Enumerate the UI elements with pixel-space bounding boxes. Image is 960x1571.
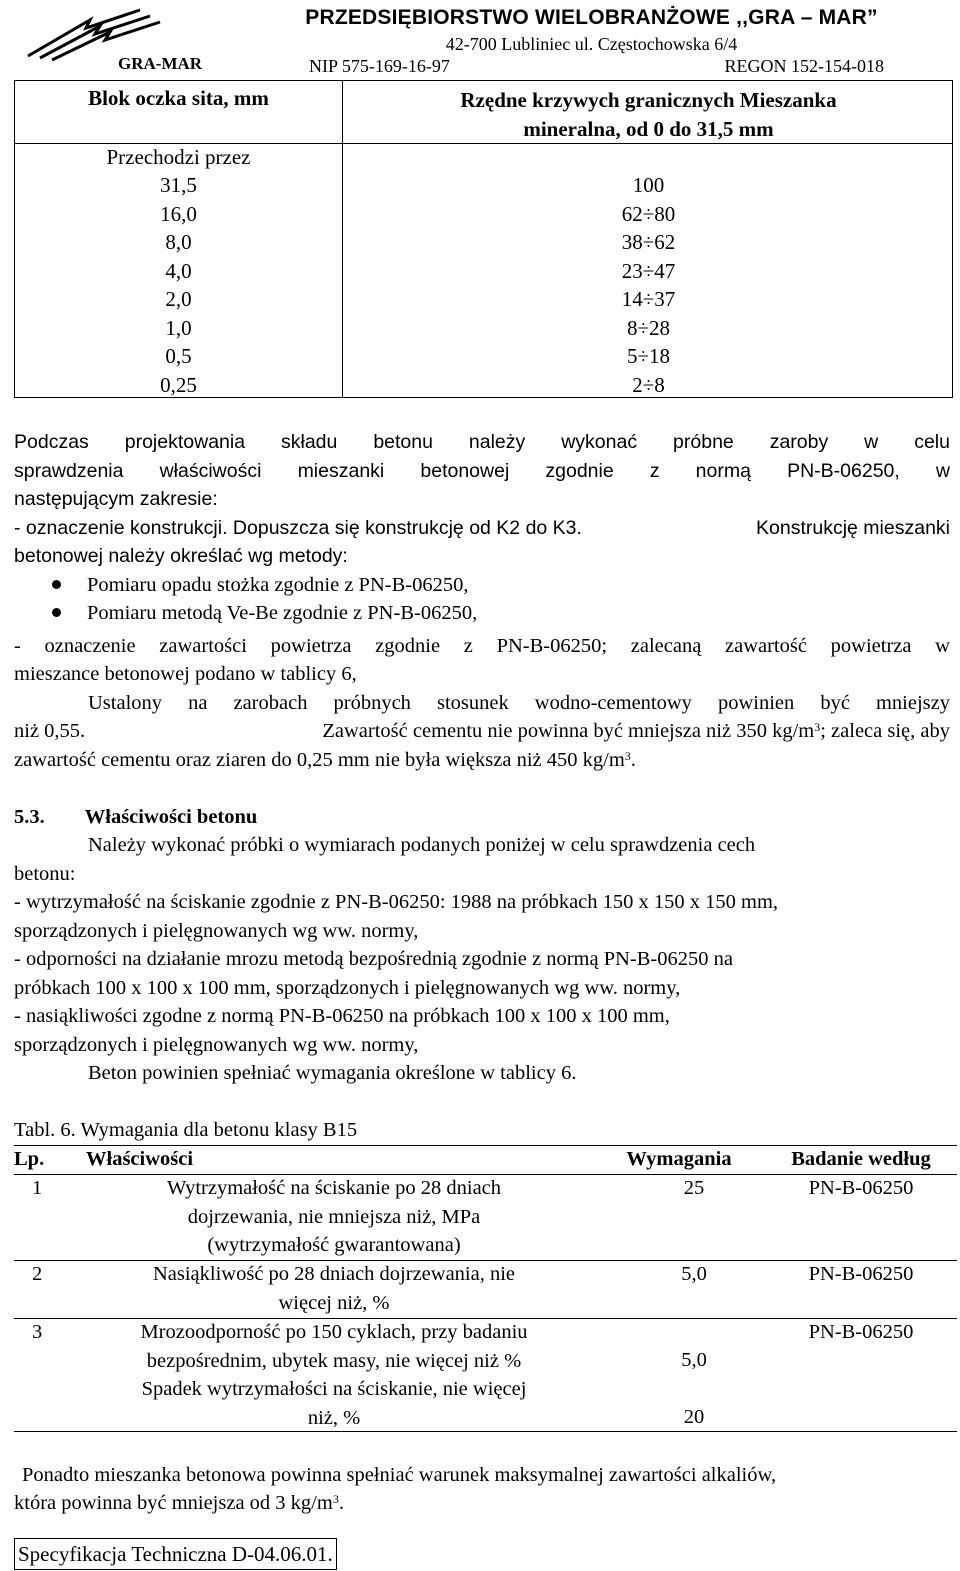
para1-line: sprawdzenia właściwości mieszanki betonowej zgodnie z normą PN-B-06250, w	[14, 460, 950, 482]
company-regon: REGON 152-154-018	[724, 56, 884, 76]
sieve-value: 2,0	[165, 287, 192, 311]
row2-requirement: 5,0	[681, 1263, 707, 1285]
section-line: - wytrzymałość na ściskanie zgodnie z PN-B-06250: 1988 na próbkach 150 x 150 x 150 mm,	[14, 891, 779, 913]
range-value: 2÷8	[632, 372, 665, 397]
bullet-item: Pomiaru opadu stożka zgodnie z PN-B-06250,	[52, 571, 932, 600]
header-requirements: Wymagania	[626, 1148, 732, 1170]
section-line: próbkach 100 x 100 x 100 mm, sporządzonych i pielęgnowanych wg ww. normy,	[14, 977, 681, 999]
requirements-table	[14, 1145, 957, 1432]
section-line: - nasiąkliwości zgodne z normą PN-B-06250 na próbkach 100 x 100 x 100 mm,	[14, 1005, 670, 1027]
para2-line: Ustalony na zarobach próbnych stosunek wodno-cementowy powinien być mniejszy	[88, 692, 950, 714]
company-address: 42-700 Lubliniec ul. Częstochowska 6/4	[445, 34, 738, 54]
sieve-value: 16,0	[160, 201, 197, 226]
section-line: betonu:	[14, 863, 76, 885]
table-caption: Tabl. 6. Wymagania dla betonu klasy B15	[14, 1119, 358, 1141]
para2-line: niż 0,55. Zawartość cementu nie powinna być mniejsza niż 350 $kg/m^3$; zaleca się, aby	[14, 720, 950, 742]
bullet-item: Pomiaru metodą Ve-Be zgodnie z PN-B-06250,	[52, 599, 932, 628]
para1-line: Podczas projektowania składu betonu należy wykonać próbne zaroby w celu	[14, 431, 950, 453]
row3-requirement-strength: 20	[683, 1406, 705, 1428]
section-line: sporządzonych i pielęgnowanych wg ww. normy,	[14, 1034, 419, 1056]
section-line: Należy wykonać próbki o wymiarach podanych poniżej w celu sprawdzenia cech	[88, 834, 756, 856]
logo-text: GRA-MAR	[118, 54, 203, 73]
row1-test: PN-B-06250	[808, 1177, 914, 1199]
range-value: 100	[632, 173, 665, 197]
section-line: - odporności na działanie mrozu metodą bezpośrednią zgodnie z normą PN-B-06250 na	[14, 948, 733, 970]
header-properties: Właściwości	[86, 1148, 194, 1170]
grading-range-column	[343, 171, 954, 399]
range-value: 14÷37	[621, 287, 676, 311]
closing-line: Ponadto mieszanka betonowa powinna spełniać warunek maksymalnej zawartości alkaliów,	[22, 1464, 777, 1486]
section-line: Beton powinien spełniać wymagania określone w tablicy 6.	[88, 1062, 577, 1084]
row3-test: PN-B-06250	[808, 1321, 914, 1343]
section-line: sporządzonych i pielęgnowanych wg ww. normy,	[14, 920, 419, 942]
section-heading: 5.3. Właściwości betonu	[14, 806, 258, 828]
sieve-value: 4,0	[165, 258, 192, 283]
para2-line: - oznaczenie zawartości powietrza zgodnie z PN-B-06250; zalecaną zawartość powietrza w	[14, 635, 950, 657]
header-test-method: Badanie według	[791, 1148, 931, 1170]
bullet-dot-icon	[52, 580, 61, 589]
para1-line: następującym zakresie:	[14, 488, 218, 510]
sieve-value: 8,0	[165, 230, 192, 254]
para2-line: zawartość cementu oraz ziaren do 0,25 mm nie była większa niż 450 $kg/m^3$.	[14, 749, 636, 771]
row3-property: Mrozoodporność po 150 cyklach, przy badaniu bezpośrednim, ubytek masy, nie więcej niż % Spadek wytrzymałości na ściskanie, nie więcej niż, %	[140, 1321, 528, 1429]
row3-requirement-mass: 5,0	[681, 1349, 707, 1371]
footer-spec-id: Specyfikacja Techniczna D-04.06.01.	[14, 1538, 337, 1570]
row2-property: Nasiąkliwość po 28 dniach dojrzewania, nie więcej niż, %	[152, 1263, 516, 1314]
row2-test: PN-B-06250	[808, 1263, 914, 1285]
grading-subheader: Przechodzi przez	[106, 145, 251, 169]
range-value: 38÷62	[621, 230, 676, 254]
company-name: PRZEDSIĘBIORSTWO WIELOBRANŻOWE ,,GRA – MAR”	[305, 6, 878, 29]
grading-col-range-header: Rzędne krzywych granicznych Mieszanka mineralna, od 0 do 31,5 mm	[460, 88, 837, 141]
row1-lp: 1	[32, 1177, 43, 1199]
row1-requirement: 25	[683, 1177, 705, 1199]
sieve-value: 31,5	[160, 173, 197, 197]
range-value: 8÷28	[626, 315, 671, 340]
grading-col-sieve-header: Blok oczka sita, mm	[88, 86, 269, 110]
company-logo	[20, 6, 220, 76]
range-value: 5÷18	[626, 344, 671, 368]
row2-lp: 2	[32, 1263, 43, 1285]
bullet-dot-icon	[52, 608, 61, 617]
company-nip: NIP 575-169-16-97	[309, 56, 450, 76]
letterhead	[14, 0, 954, 80]
row1-property: Wytrzymałość na ściskanie po 28 dniach dojrzewania, nie mniejsza niż, MPa (wytrzymałość gwarantowana)	[166, 1177, 502, 1256]
row3-lp: 3	[32, 1321, 43, 1343]
header-lp: Lp.	[14, 1148, 45, 1170]
sieve-value: 0,5	[165, 344, 192, 368]
closing-line: która powinna być mniejsza od 3 $kg/m^3$.	[14, 1492, 344, 1514]
range-value: 62÷80	[621, 201, 676, 226]
para1-line: - oznaczenie konstrukcji. Dopuszcza się konstrukcję od K2 do K3. Konstrukcję mieszanki	[14, 517, 950, 539]
grading-table	[14, 80, 953, 398]
range-value: 23÷47	[621, 258, 676, 283]
sieve-value: 1,0	[165, 315, 192, 340]
para1-line: betonowej należy określać wg metody:	[14, 545, 348, 567]
grading-sieve-column	[15, 171, 342, 399]
sieve-value: 0,25	[160, 372, 197, 397]
para2-line: mieszance betonowej podano w tablicy 6,	[14, 663, 357, 685]
